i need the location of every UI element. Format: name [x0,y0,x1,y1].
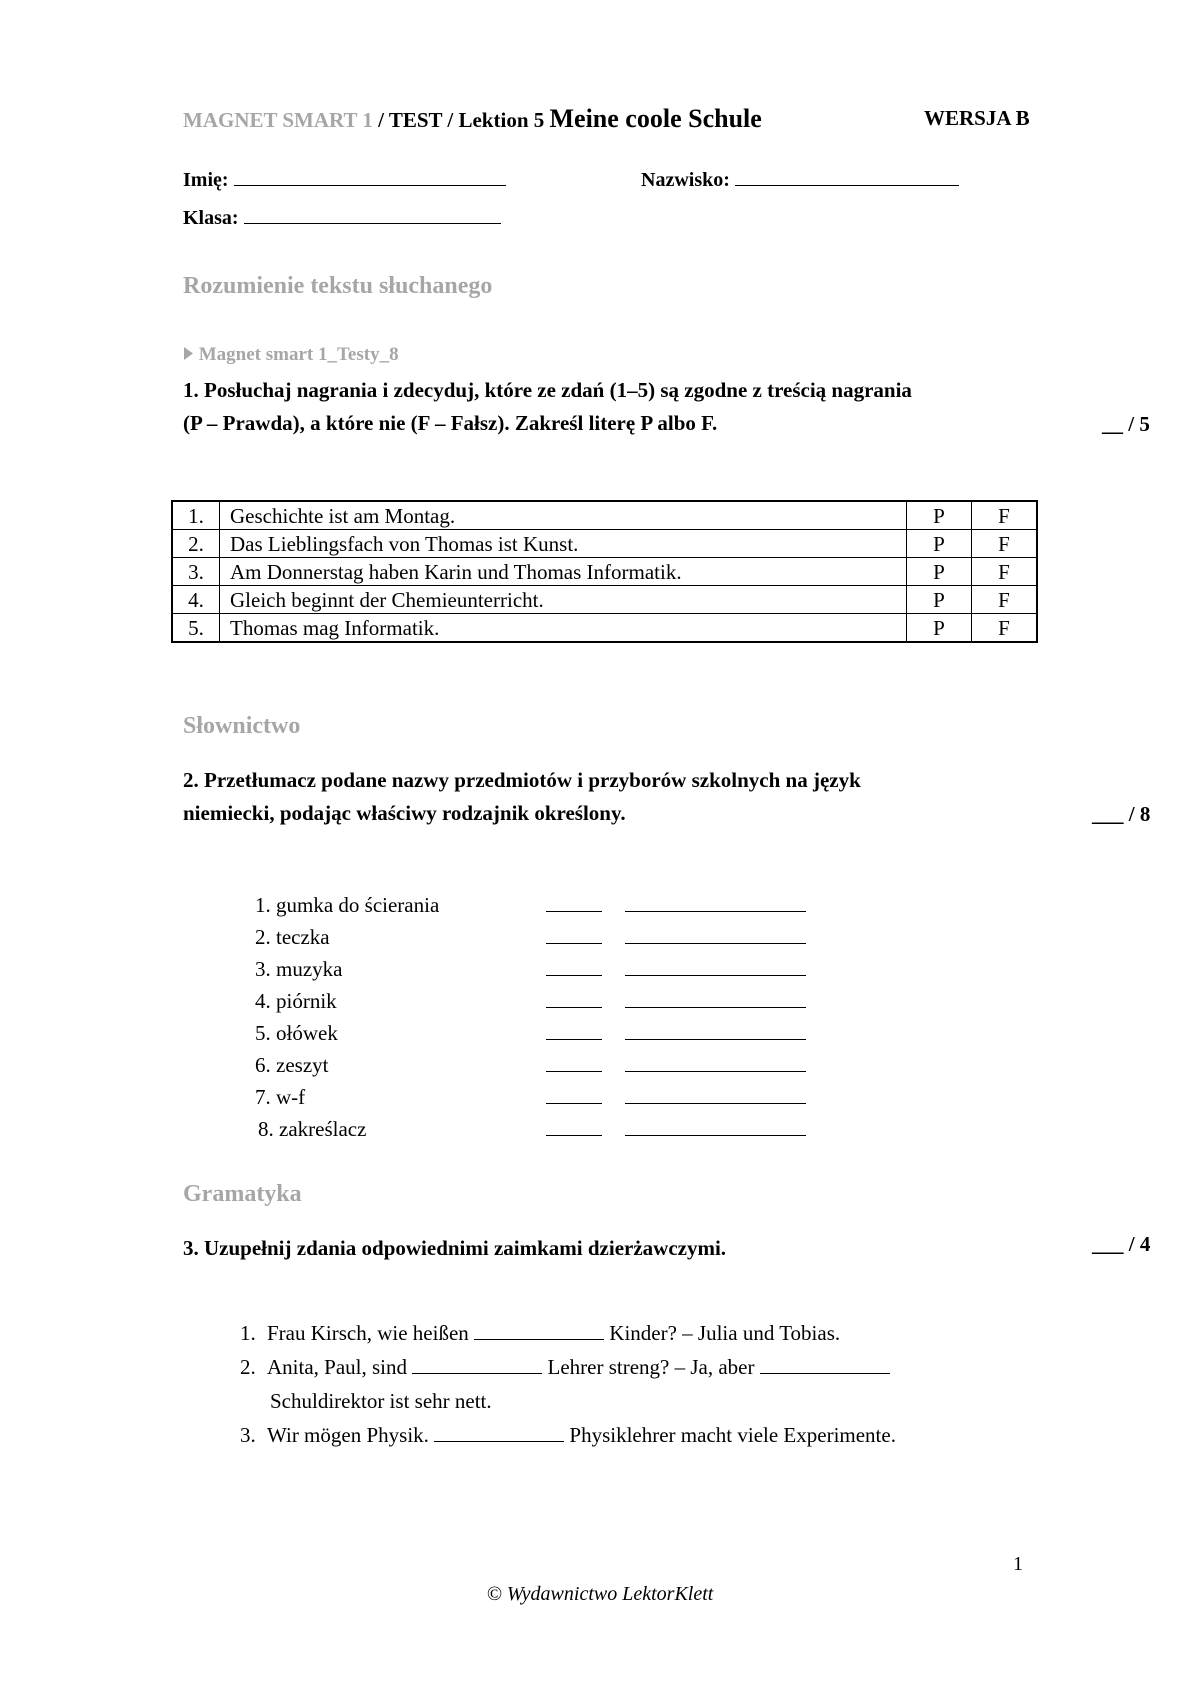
task-2-instruction-line1: 2. Przetłumacz podane nazwy przedmiotów i przyborów szkolnych na język [183,768,861,792]
article-blank[interactable] [546,975,602,976]
row-number: 4. [172,586,220,614]
translation-blank[interactable] [625,1039,806,1040]
article-blank[interactable] [546,943,602,944]
pronoun-blank[interactable] [412,1357,542,1374]
pronoun-blank[interactable] [434,1425,564,1442]
translation-blank[interactable] [625,911,806,912]
option-f[interactable]: F [972,586,1038,614]
list-item [255,989,815,1017]
translation-blank[interactable] [625,1071,806,1072]
statement-text: Geschichte ist am Montag. [220,501,907,530]
option-p[interactable]: P [907,586,972,614]
task-2-instruction [183,764,861,830]
task-1-instruction [183,374,912,440]
list-item [255,925,815,953]
last-name-field[interactable] [641,167,959,192]
task-2-instruction-line2: niemiecki, podając właściwy rodzajnik określony. [183,801,626,825]
pronoun-blank[interactable] [760,1357,890,1374]
play-icon [183,346,194,361]
pronoun-blank[interactable] [474,1323,604,1340]
last-name-line[interactable] [735,167,959,186]
row-number: 2. [172,530,220,558]
row-number: 1. [172,501,220,530]
class-line[interactable] [244,205,501,224]
list-item [255,1085,815,1113]
option-p[interactable]: P [907,501,972,530]
test-header [183,104,762,134]
statement-text: Das Lieblingsfach von Thomas ist Kunst. [220,530,907,558]
first-name-line[interactable] [234,167,506,186]
table-row [172,530,1037,558]
vocab-item-label: 8. zakreślacz [258,1117,367,1141]
list-item [255,957,815,985]
article-blank[interactable] [546,1007,602,1008]
task-3-instruction: 3. Uzupełnij zdania odpowiednimi zaimkami dzierżawczymi. [183,1236,727,1260]
article-blank[interactable] [546,1071,602,1072]
first-name-label: Imię: [183,169,229,191]
option-p[interactable]: P [907,558,972,586]
class-label: Klasa: [183,207,239,229]
row-number: 5. [172,614,220,643]
true-false-table [171,500,1038,643]
task-2-score: ___ / 8 [1092,802,1151,826]
copyright-footer: © Wydawnictwo LektorKlett [486,1583,714,1605]
grammar-sentence-3 [240,1419,896,1452]
table-row [172,501,1037,530]
lesson-label: Lektion 5 [458,108,545,132]
task-1-instruction-line2: (P – Prawda), a które nie (F – Fałsz). Zakreśl literę P albo F. [183,411,718,435]
audio-track[interactable] [183,344,399,366]
class-field[interactable] [183,205,501,230]
table-row [172,586,1037,614]
header-separator: / [442,108,459,132]
vocab-item-label: 4. piórnik [255,989,337,1013]
vocab-item-label: 7. w-f [255,1085,306,1109]
option-f[interactable]: F [972,501,1038,530]
grammar-sentence-1 [240,1317,840,1350]
list-item [255,1021,815,1049]
audio-track-label: Magnet smart 1_Testy_8 [198,344,399,365]
first-name-field[interactable] [183,167,506,192]
vocab-item-label: 6. zeszyt [255,1053,329,1077]
sentence-text: Kinder? – Julia und Tobias. [604,1321,841,1345]
translation-blank[interactable] [625,1007,806,1008]
grammar-sentence-2 [240,1351,890,1384]
series-name: MAGNET SMART 1 [183,108,373,132]
article-blank[interactable] [546,1103,602,1104]
vocab-item-label: 1. gumka do ścierania [255,893,440,917]
statement-text: Am Donnerstag haben Karin und Thomas Informatik. [220,558,907,586]
task-3-score: ___ / 4 [1092,1232,1151,1256]
sentence-text: Wir mögen Physik. [267,1423,435,1447]
sentence-text: Anita, Paul, sind [267,1355,413,1379]
vocab-item-label: 3. muzyka [255,957,343,981]
page-number: 1 [1013,1553,1023,1575]
option-f[interactable]: F [972,614,1038,643]
sentence-number: 3. [240,1423,256,1447]
translation-blank[interactable] [625,1135,806,1136]
article-blank[interactable] [546,1039,602,1040]
sentence-number: 2. [240,1355,256,1379]
version-label: WERSJA B [924,106,1030,130]
translation-blank[interactable] [625,975,806,976]
sentence-number: 1. [240,1321,256,1345]
list-item [255,1053,815,1081]
task-1-number: 1. [183,378,199,402]
translation-blank[interactable] [625,943,806,944]
option-p[interactable]: P [907,530,972,558]
header-separator: / [372,108,389,132]
option-f[interactable]: F [972,558,1038,586]
grammar-section-title: Gramatyka [183,1181,302,1207]
sentence-text: Frau Kirsch, wie heißen [267,1321,475,1345]
sentence-text: Lehrer streng? – Ja, aber [542,1355,760,1379]
list-item [258,1117,818,1145]
option-p[interactable]: P [907,614,972,643]
test-label: TEST [388,108,443,132]
option-f[interactable]: F [972,530,1038,558]
statement-text: Thomas mag Informatik. [220,614,907,643]
vocab-item-label: 5. ołówek [255,1021,338,1045]
translation-blank[interactable] [625,1103,806,1104]
listening-section-title: Rozumienie tekstu słuchanego [183,273,493,299]
last-name-label: Nazwisko: [641,169,730,191]
statement-text: Gleich beginnt der Chemieunterricht. [220,586,907,614]
lesson-title: Meine coole Schule [549,104,762,133]
table-row [172,558,1037,586]
vocabulary-section-title: Słownictwo [183,713,301,739]
row-number: 3. [172,558,220,586]
task-1-instruction-line1: Posłuchaj nagrania i zdecyduj, które ze zdań (1–5) są zgodne z treścią nagrania [204,378,912,402]
list-item [255,893,815,921]
article-blank[interactable] [546,1135,602,1136]
sentence-text: Physiklehrer macht viele Experimente. [564,1423,896,1447]
table-row [172,614,1037,643]
vocab-item-label: 2. teczka [255,925,330,949]
article-blank[interactable] [546,911,602,912]
grammar-sentence-2-continuation: Schuldirektor ist sehr nett. [270,1389,492,1413]
task-1-score: __ / 5 [1102,412,1150,436]
